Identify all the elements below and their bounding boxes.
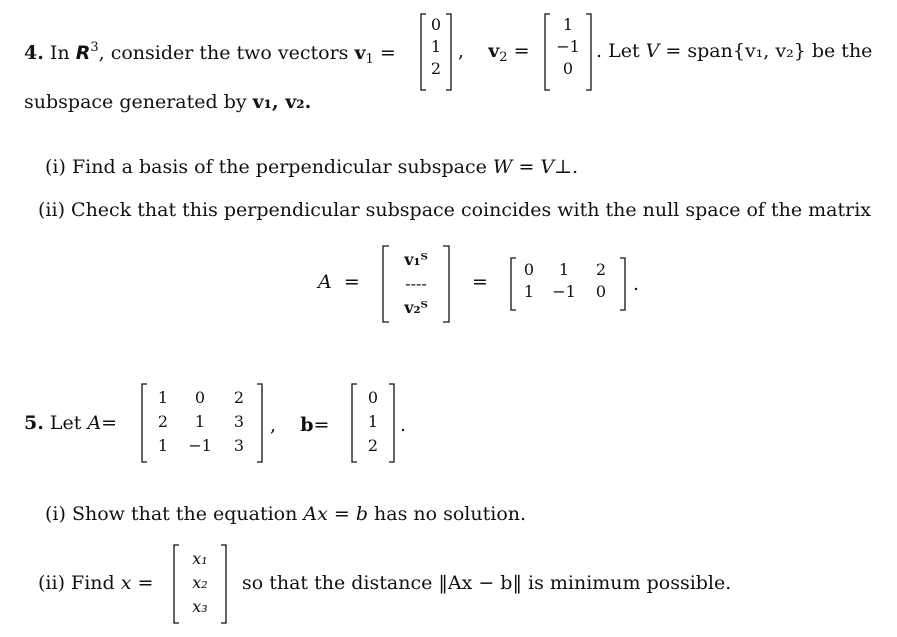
matrix-entry: 0 [194, 388, 206, 407]
x-entry: x₂ [192, 573, 208, 592]
A-rows [386, 248, 446, 320]
V-symbol: V [645, 40, 660, 62]
b-label [270, 414, 329, 436]
part-label: (i) [45, 156, 66, 178]
A-row-separator: ---- [405, 274, 427, 293]
A-equals: = [343, 271, 360, 293]
A-matrix-equals: = [472, 271, 488, 293]
b-entry: 0 [367, 388, 379, 407]
let-word: Let [49, 412, 82, 434]
subspace-text: subspace generated by [24, 91, 247, 113]
part-i-math: W = V⊥. [492, 156, 579, 178]
b-entry: 1 [367, 412, 379, 431]
A5-matrix [145, 386, 259, 458]
matrix-entry: −1 [188, 436, 212, 455]
matrix-entry: 3 [233, 412, 245, 431]
span-equals: = [665, 40, 682, 62]
v2-entry: −1 [556, 37, 580, 56]
part-i-text: Show that the equation [71, 503, 298, 525]
A-row: v₂ᵀ [404, 298, 428, 317]
v2-vector [545, 14, 591, 80]
part-i-text: Find a basis of the perpendicular subspace [71, 156, 487, 178]
problem-5-number: 5. [24, 412, 44, 434]
part-ii-text-end: so that the distance ‖Ax − b‖ is minimum possible. [242, 572, 732, 594]
problem-5-part-ii [38, 572, 153, 594]
matrix-entry: 0 [523, 260, 535, 279]
part-label: (i) [45, 503, 66, 525]
part-ii-text: Find [71, 572, 115, 594]
subspace-vars: v₁, v₂. [252, 91, 312, 113]
x-equals: = [137, 572, 154, 594]
v2-equals: = [513, 40, 530, 62]
span-expression: span{v₁, v₂} [687, 40, 806, 62]
problem-4-line-1 [24, 40, 396, 67]
A-row: v₁ᵀ [404, 250, 428, 269]
A-symbol: A [87, 412, 102, 434]
A-equals: = [101, 412, 118, 434]
v1-entry: 0 [430, 15, 442, 34]
part-i-text-end: has no solution. [374, 503, 527, 525]
problem-5-intro [24, 412, 117, 434]
part-label: (ii) [38, 572, 65, 594]
period: . [633, 273, 640, 295]
b-vector [355, 386, 391, 458]
v1-vector [421, 14, 451, 80]
matrix-entry: 1 [157, 388, 169, 407]
problem-5-part-i [45, 503, 526, 525]
v2-entry: 1 [562, 15, 574, 34]
field-symbol: R [75, 42, 91, 64]
v2-subscript: 2 [499, 50, 508, 65]
A-symbol: A [318, 271, 332, 293]
problem-4-intro: In [49, 42, 70, 64]
b-symbol: b [300, 414, 314, 436]
problem-4-part-ii [38, 199, 871, 221]
be-the: be the [811, 40, 873, 62]
v1-entry: 1 [430, 37, 442, 56]
v2-label [458, 40, 530, 65]
comma: , [458, 40, 465, 62]
b-entry: 2 [367, 436, 379, 455]
x-vector [177, 547, 223, 619]
matrix-A-label [318, 271, 360, 293]
matrix-entry: 2 [233, 388, 245, 407]
period: . [400, 414, 407, 436]
problem-4-number: 4. [24, 42, 44, 64]
problem-4-intro-rest: , consider the two vectors [98, 42, 349, 64]
part-ii-text: Check that this perpendicular subspace coincides with the null space of the matrix [71, 199, 872, 221]
v1-subscript: 1 [365, 52, 374, 67]
matrix-entry: 1 [157, 436, 169, 455]
problem-4-line-2 [24, 91, 311, 113]
part-label: (ii) [38, 199, 65, 221]
matrix-entry: 2 [157, 412, 169, 431]
matrix-entry: 1 [523, 282, 535, 301]
matrix-entry: 3 [233, 436, 245, 455]
x-entry: x₁ [192, 549, 208, 568]
problem-4-part-i [45, 156, 578, 178]
A-matrix [514, 259, 622, 303]
let-word: . Let [596, 40, 640, 62]
v2-symbol: v [488, 40, 500, 62]
matrix-entry: 1 [558, 260, 570, 279]
b-equals: = [313, 414, 330, 436]
v1-symbol: v [354, 42, 366, 64]
part-i-math: Ax = b [303, 503, 368, 525]
matrix-entry: 2 [595, 260, 607, 279]
matrix-entry: −1 [552, 282, 576, 301]
x-entry: x₃ [192, 597, 208, 616]
v2-entry: 0 [562, 59, 574, 78]
x-symbol: x [120, 572, 132, 594]
matrix-entry: 1 [194, 412, 206, 431]
problem-4-span-text [596, 40, 872, 62]
v1-equals: = [379, 42, 396, 64]
v1-entry: 2 [430, 59, 442, 78]
field-exponent: 3 [90, 40, 99, 55]
comma: , [270, 414, 277, 436]
matrix-entry: 0 [595, 282, 607, 301]
